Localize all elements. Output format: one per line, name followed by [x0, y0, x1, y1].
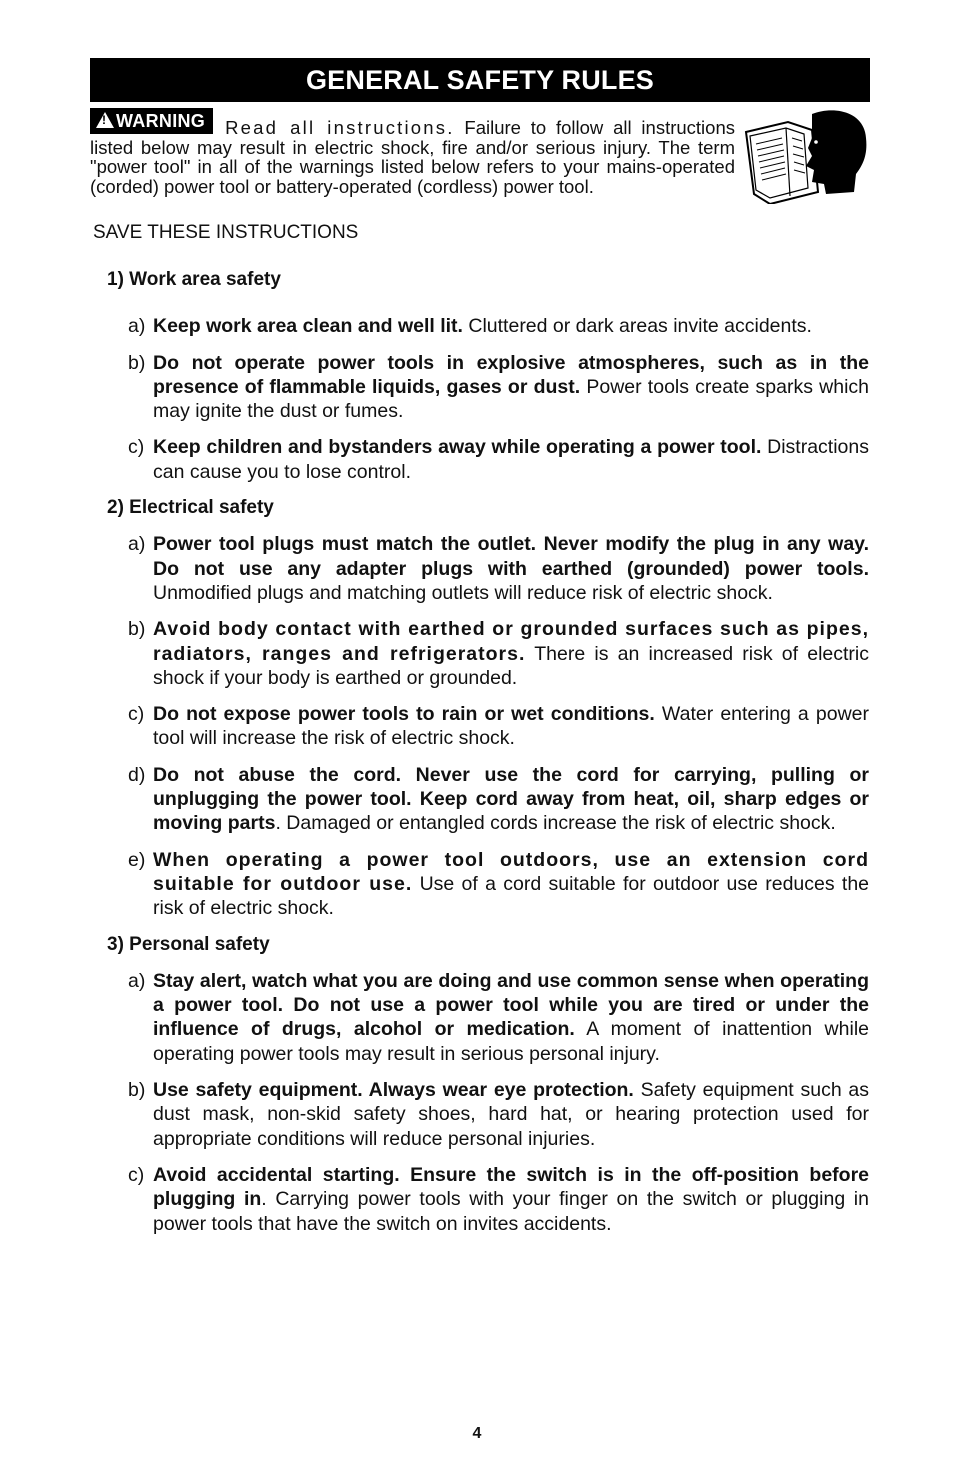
- rule-text: Cluttered or dark areas invite accidents.: [468, 315, 812, 338]
- rule-bold: Keep children and bystanders away while operating a power tool.: [153, 436, 762, 459]
- rule-text: A moment of inattention while operating power tools may result in serious personal injury.: [153, 1018, 869, 1065]
- rule-item: [107, 763, 869, 836]
- rule-item: [107, 351, 869, 424]
- rule-text: Safety equipment such as dust mask, non-skid safety shoes, hard hat, or hearing protection used for appropriate conditions will reduce personal injuries.: [153, 1079, 870, 1150]
- rule-text: Water entering a power tool will increase the risk of electric shock.: [153, 703, 869, 750]
- save-instructions: SAVE THESE INSTRUCTIONS: [93, 222, 359, 243]
- warning-body: Failure to follow all instructions listed below may result in electric shock, fire and/or serious injury. The term "power tool" in all of the warnings listed below refers to your mains-operated (corded) power tool or battery-operated (cordless) power tool.: [90, 117, 735, 197]
- rule-text: Distractions can cause you to lose control.: [153, 436, 869, 483]
- warning-triangle-icon: [96, 112, 114, 128]
- operator-manual-icon: [742, 108, 870, 204]
- rule-item: [107, 532, 869, 605]
- rule-bold: Do not operate power tools in explosive atmospheres, such as in the presence of flammable liquids, gases or dust.: [153, 351, 869, 398]
- rule-bold: When operating a power tool outdoors, use an extension cord suitable for outdoor use.: [153, 848, 869, 895]
- page-number: 4: [472, 1425, 482, 1442]
- rule-item: [107, 1163, 869, 1236]
- rule-text: . Carrying power tools with your finger on the switch or plugging in power tools that have the switch on invites accidents.: [153, 1188, 869, 1235]
- section-title: 2) Electrical safety: [107, 497, 274, 519]
- safety-rules: [107, 268, 869, 1248]
- rule-text: Use of a cord suitable for outdoor use reduces the risk of electric shock.: [153, 872, 870, 920]
- page-title: GENERAL SAFETY RULES: [90, 58, 870, 102]
- rule-item: [107, 314, 869, 338]
- rule-letter: b): [128, 618, 146, 641]
- rule-letter: c): [128, 703, 145, 726]
- rule-text: There is an increased risk of electric shock if your body is earthed or grounded.: [153, 642, 869, 689]
- section-work-area: [107, 268, 869, 484]
- rule-letter: d): [128, 763, 146, 786]
- section-electrical: [107, 496, 869, 920]
- rule-letter: b): [128, 1079, 146, 1102]
- rule-letter: c): [128, 436, 145, 459]
- rule-letter: b): [128, 351, 146, 374]
- rule-bold: Do not expose power tools to rain or wet conditions.: [153, 703, 655, 726]
- rule-text: Unmodified plugs and matching outlets will reduce risk of electric shock.: [153, 581, 773, 604]
- rule-letter: a): [128, 969, 146, 992]
- rule-letter: a): [128, 315, 146, 338]
- rule-text: Power tools create sparks which may ignite the dust or fumes.: [153, 375, 870, 423]
- rule-text: . Damaged or entangled cords increase the risk of electric shock.: [275, 812, 836, 835]
- rule-item: [107, 1078, 869, 1151]
- rule-bold: Power tool plugs must match the outlet. Never modify the plug in any way. Do not use any adapter plugs with earthed (grounded) power tools.: [153, 533, 869, 580]
- rule-item: [107, 702, 869, 751]
- warning-badge: [90, 108, 213, 134]
- rule-letter: c): [128, 1163, 145, 1186]
- warning-badge-label: WARNING: [116, 111, 206, 131]
- section-title: 1) Work area safety: [107, 269, 281, 290]
- rule-bold: Keep work area clean and well lit.: [153, 315, 463, 338]
- warning-block: [90, 108, 735, 196]
- rule-bold: Avoid accidental starting. Ensure the switch is in the off-position before plugging in: [153, 1163, 869, 1211]
- rule-item: [107, 969, 869, 1066]
- warning-lead: Read all instructions.: [225, 117, 455, 138]
- rule-item: [107, 617, 869, 690]
- rule-letter: e): [128, 848, 146, 871]
- rule-bold: Avoid body contact with earthed or grounded surfaces such as pipes, radiators, ranges and refrigerators.: [153, 618, 869, 665]
- rule-item: [107, 435, 869, 484]
- section-personal: [107, 933, 869, 1236]
- rule-bold: Stay alert, watch what you are doing and use common sense when operating a power tool. Do not use a power tool while you are tired or under the influence of drugs, alcohol or medication.: [153, 969, 869, 1041]
- rule-bold: Use safety equipment. Always wear eye protection.: [153, 1079, 634, 1102]
- rule-item: [107, 848, 869, 921]
- rule-bold: Do not abuse the cord. Never use the cord for carrying, pulling or unplugging the power tool. Keep cord away from heat, oil, sharp edges or moving parts: [153, 763, 869, 835]
- rule-letter: a): [128, 533, 146, 556]
- section-title: 3) Personal safety: [107, 933, 270, 955]
